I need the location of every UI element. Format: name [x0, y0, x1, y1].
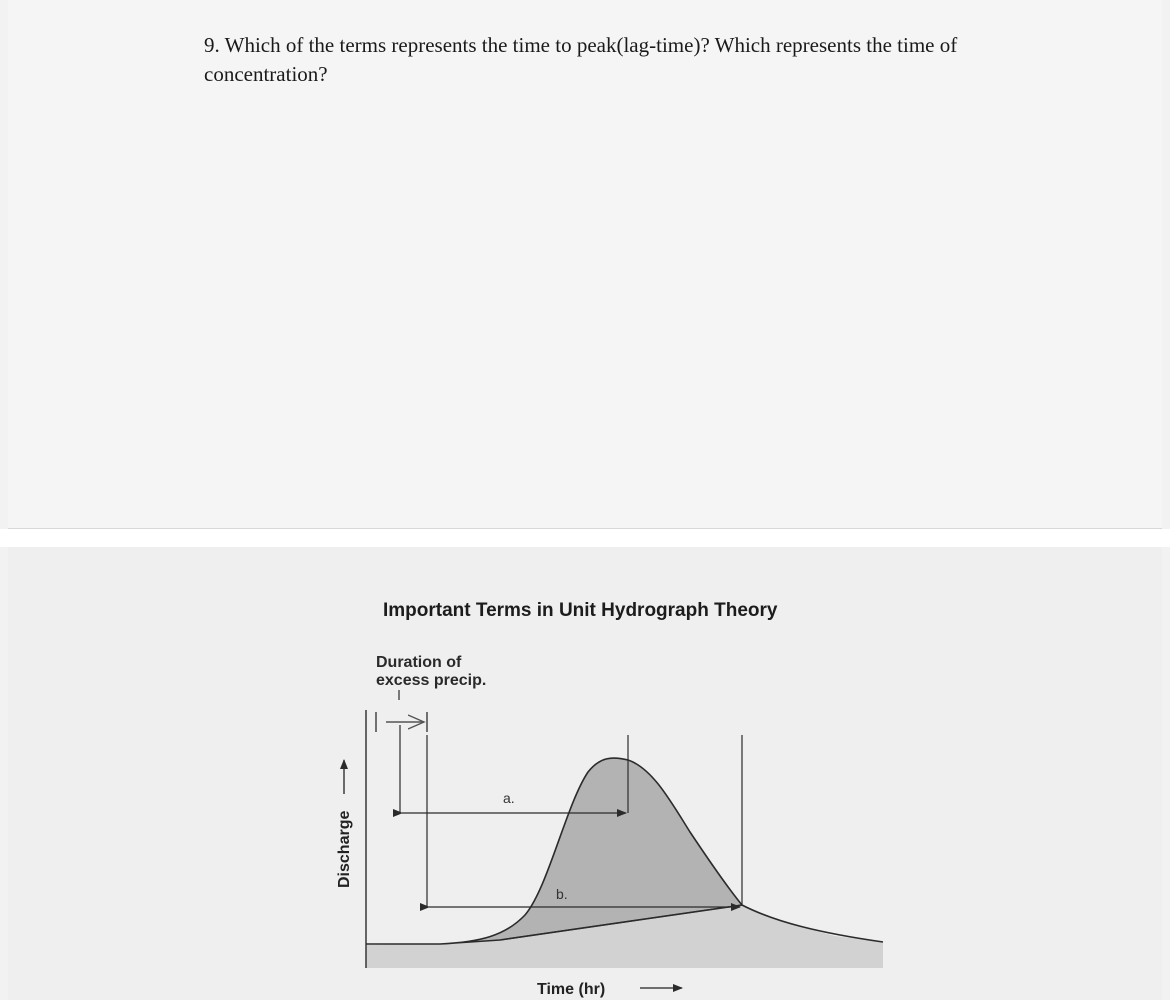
y-axis-label-group	[336, 760, 353, 888]
term-a-label: a.	[503, 790, 515, 806]
y-axis-label: Discharge	[336, 810, 353, 888]
duration-label-line1: Duration of	[376, 654, 462, 671]
duration-label-line2: excess precip.	[376, 672, 487, 689]
question-9-text: 9. Which of the terms represents the time to peak(lag-time)? Which represents the time of concentration?	[204, 33, 958, 86]
x-axis-label: Time (hr)	[537, 981, 606, 998]
figure-title: Important Terms in Unit Hydrograph Theory	[383, 600, 778, 621]
term-b-label: b.	[556, 886, 568, 902]
